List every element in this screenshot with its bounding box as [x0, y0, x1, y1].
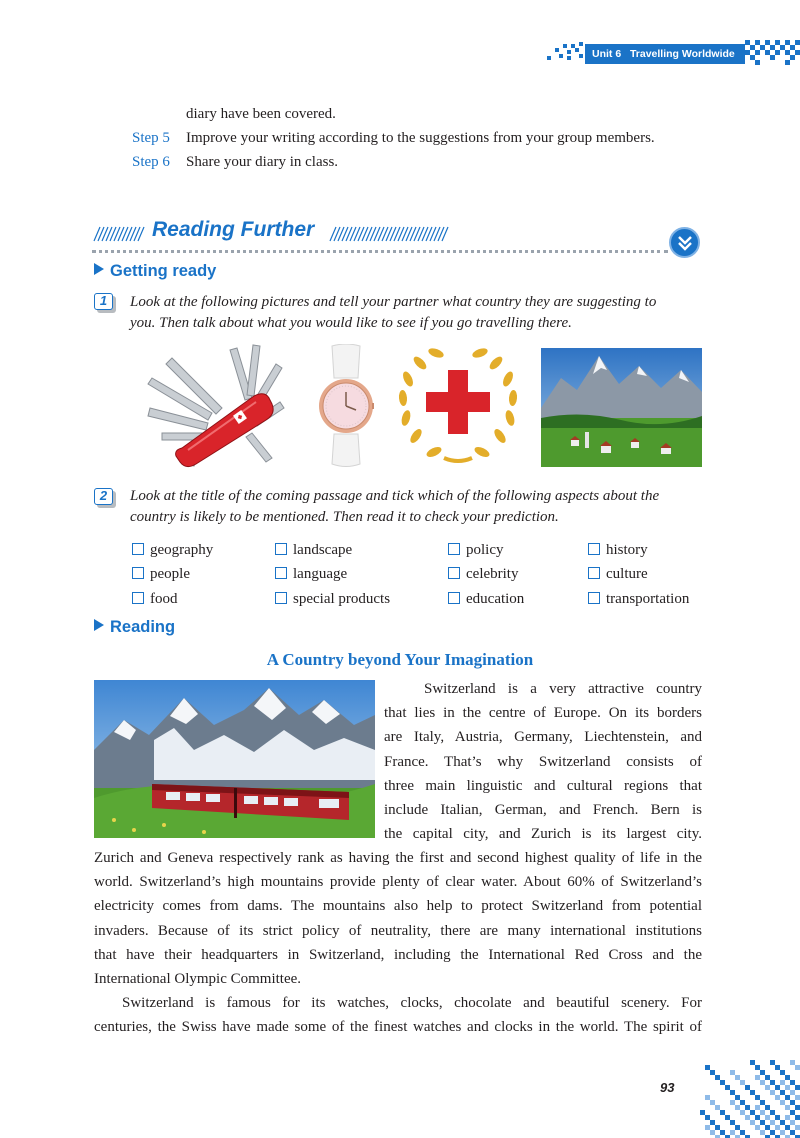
option-language[interactable]: language — [275, 565, 347, 583]
unit-label: Unit 6 — [592, 48, 622, 60]
checkbox[interactable] — [132, 543, 144, 555]
task-1-badge: 1 — [94, 293, 116, 313]
checkbox[interactable] — [588, 567, 600, 579]
checkbox[interactable] — [275, 567, 287, 579]
paragraph-1-side: Switzerland is a very attractive country that lies in the centre of Europe. On its borders are Italy, Austria, Germany, Liechtenstein, and France. That’s why Switzerland consists of three main linguistic and cultural regions that include Italian, German, and French. Bern is the capital city, and Zurich is its largest city. — [384, 681, 702, 843]
checkbox[interactable] — [275, 543, 287, 555]
option-policy[interactable]: policy — [448, 541, 504, 559]
step-5-text: Improve your writing according to the suggestions from your group members. — [186, 130, 655, 146]
section-title: Reading Further — [152, 218, 315, 241]
wristwatch-image — [318, 344, 374, 468]
option-special-products[interactable]: special products — [275, 590, 390, 608]
option-celebrity[interactable]: celebrity — [448, 565, 518, 583]
step-5-label: Step 5 — [132, 130, 170, 146]
step-5 — [132, 128, 655, 148]
checkbox[interactable] — [132, 592, 144, 604]
passage-title: A Country beyond Your Imagination — [266, 650, 534, 669]
unit-title: Travelling Worldwide — [629, 48, 735, 60]
mountain-train-image — [94, 680, 375, 838]
unit-header — [585, 44, 745, 64]
option-food[interactable]: food — [132, 590, 178, 608]
heading-hatch-right — [328, 226, 450, 242]
checkbox[interactable] — [132, 567, 144, 579]
reading-heading: Reading — [94, 618, 175, 637]
paragraph-2: Switzerland is famous for its watches, clocks, chocolate and beautiful scenery. For centuries, the Swiss have made some of the finest watches and clocks in the world. The spirit of — [94, 995, 702, 1036]
step-6-label: Step 6 — [132, 154, 170, 170]
checkbox[interactable] — [448, 567, 460, 579]
heading-hatch-left — [92, 226, 146, 242]
triangle-bullet-icon — [94, 619, 104, 631]
swiss-army-knife-image — [142, 338, 292, 468]
option-culture[interactable]: culture — [588, 565, 648, 583]
red-cross-emblem-image — [394, 346, 522, 466]
step-6-text: Share your diary in class. — [186, 154, 339, 170]
step-continuation: diary have been covered. — [186, 106, 336, 122]
checkbox[interactable] — [275, 592, 287, 604]
header-checker-pattern-right — [745, 40, 800, 66]
checkbox[interactable] — [588, 592, 600, 604]
checkbox[interactable] — [448, 543, 460, 555]
footer-checker-pattern — [700, 1060, 800, 1138]
task-2-text: Look at the title of the coming passage and tick which of the following aspects about the country is likely to be mentioned. Then read it to check your prediction. — [130, 488, 660, 525]
triangle-bullet-icon — [94, 263, 104, 275]
option-transportation[interactable]: transportation — [588, 590, 689, 608]
getting-ready-heading: Getting ready — [94, 262, 216, 281]
option-history[interactable]: history — [588, 541, 648, 559]
checkbox[interactable] — [448, 592, 460, 604]
paragraph-1-full: Zurich and Geneva respectively rank as having the first and second highest quality of life in the world. Switzerland’s high mountains provide plenty of clear water. About 60% of Switzerland’s electricity comes from dams. The mountains also help to protect Switzerland from potential invaders. Because of its strict policy of neutrality, there are many international institutions that have their headquarters in Switzerland, including the International Red Cross and the International Olympic Committee. — [94, 850, 702, 987]
page-number: 93 — [660, 1080, 675, 1095]
header-checker-pattern — [545, 40, 585, 62]
heading-dotted-rule — [92, 249, 668, 253]
step-6 — [132, 152, 338, 172]
option-geography[interactable]: geography — [132, 541, 213, 559]
task-1-text: Look at the following pictures and tell your partner what country they are suggesting to you. Then talk about what you would like to see if you go travelling there. — [130, 294, 657, 331]
option-landscape[interactable]: landscape — [275, 541, 352, 559]
double-chevron-down-icon — [669, 227, 700, 258]
task-2-badge: 2 — [94, 488, 116, 508]
option-people[interactable]: people — [132, 565, 190, 583]
checkbox[interactable] — [588, 543, 600, 555]
option-education[interactable]: education — [448, 590, 524, 608]
alpine-village-image — [541, 348, 702, 467]
